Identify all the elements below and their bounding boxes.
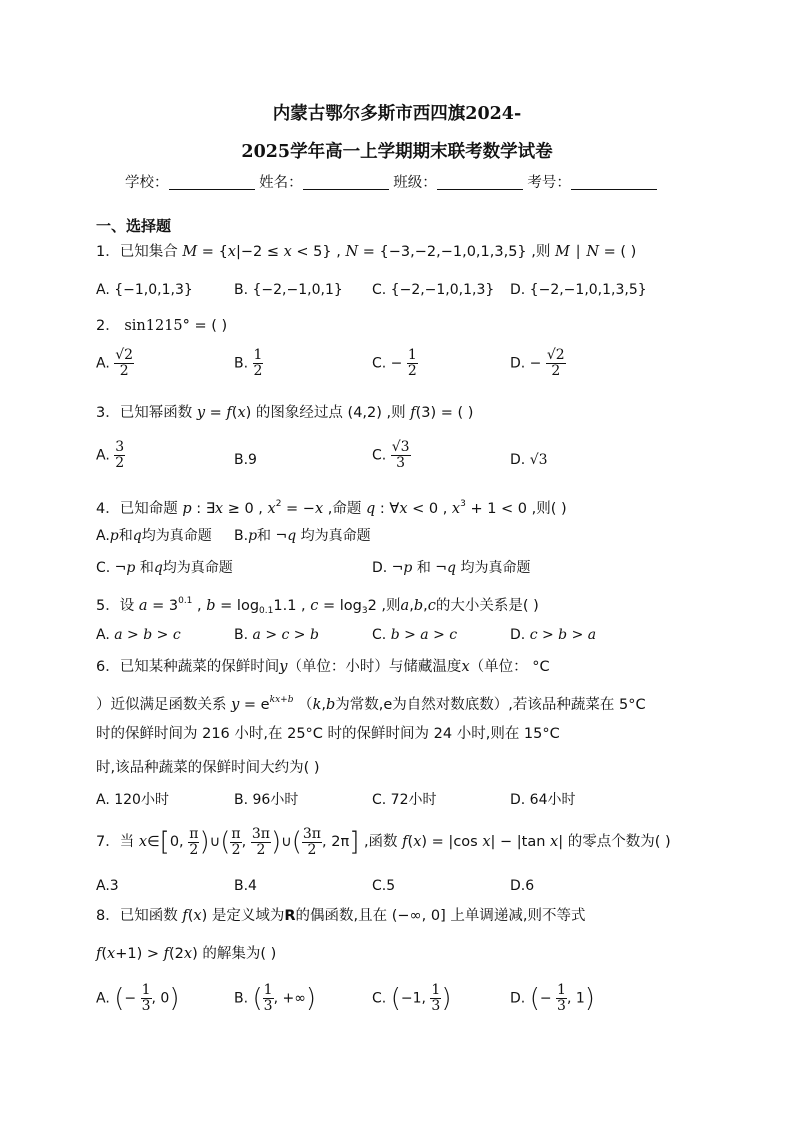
section-title: 一、选择题 [96,217,172,235]
exam-number-blank[interactable] [571,174,657,190]
question-3-option-c[interactable]: C. $\frac{√3}{3}$ [372,439,410,471]
question-6-option-c[interactable]: C. 72小时 [372,792,437,808]
question-6-option-b[interactable]: B. 96小时 [234,792,299,808]
question-4-option-d[interactable]: D. ¬p 和 ¬q 均为真命题 [372,560,531,576]
question-2-option-c[interactable]: C. − $\frac{1}{2}$ [372,347,417,379]
exam-number-label: 考号： [527,175,571,191]
question-6-stem-line-3: 时的保鲜时间为 216 小时,在 25°C 时的保鲜时间为 24 小时,则在 15°C [96,726,560,742]
question-6-option-d[interactable]: D. 64小时 [510,792,576,808]
question-1-stem: 1．已知集合 M = {x|−2 ≤ x < 5} , N = {−3,−2,−1,0,1,3,5} ,则 M ∣ N = ( ) [96,244,637,260]
question-2-option-d[interactable]: D. − $\frac{√2}{2}$ [510,347,565,379]
question-5-option-d[interactable]: D. c > b > a [510,627,597,643]
question-8-option-b[interactable]: B. ( $\frac{1}{3}$ , +∞) [234,982,317,1014]
question-7-option-b[interactable]: B.4 [234,878,257,894]
question-8-stem-line-1: 8．已知函数 f(x) 是定义域为R的偶函数,且在 (−∞, 0] 上单调递减,则不等式 [96,908,586,924]
question-8-stem-line-2: f(x+1) > f(2x) 的解集为( ) [96,946,277,962]
question-5-stem: 5．设 $a = 3^{0.1}$ , $b = \log_{0.1}1.1$ , $c = \log_32$ ,则a,b,c的大小关系是( ) [96,596,539,616]
question-7-stem: 7．当 x∈[0, $\frac{\pi}{2}$ )∪( $\frac{\pi}{2}$ , $\frac{3\pi}{2}$ )∪( $\frac{3\pi}{2}$ , 2π] ,函数 f(x) = |cos x| − |tan x| 的零点个数为( ) [96,825,671,858]
question-4-option-b[interactable]: B.p和 ¬q 均为真命题 [234,528,371,544]
question-3-option-a[interactable]: A. $\frac{3}{2}$ [96,439,125,471]
question-6-stem-line-1: 6．已知某种蔬菜的保鲜时间y（单位：小时）与储藏温度x（单位： °C [96,659,550,675]
question-4-option-c[interactable]: C. ¬p 和q均为真命题 [96,560,233,576]
question-4-option-a[interactable]: A.p和q均为真命题 [96,528,212,544]
class-label: 班级： [393,175,437,191]
question-8-option-d[interactable]: D. (− $\frac{1}{3}$ , 1) [510,982,595,1014]
question-6-stem-line-4: 时,该品种蔬菜的保鲜时间大约为( ) [96,760,320,776]
exam-title-line-2: 2025学年高一上学期期末联考数学试卷 [241,142,553,162]
question-3-stem: 3．已知幂函数 y = f(x) 的图象经过点 (4,2) ,则 f(3) = ( ) [96,405,474,421]
school-blank[interactable] [169,174,255,190]
question-1-option-c[interactable]: C. {−2,−1,0,1,3} [372,282,495,298]
question-7-option-d[interactable]: D.6 [510,878,535,894]
question-1-option-a[interactable]: A. {−1,0,1,3} [96,282,193,298]
question-8-option-a[interactable]: A. (− $\frac{1}{3}$ , 0) [96,982,180,1014]
question-6-stem-line-2: ）近似满足函数关系 $y = e^{kx+b}$ （k,b为常数,e为自然对数底数）,若该品种蔬菜在 5°C [96,695,646,713]
question-6-option-a[interactable]: A. 120小时 [96,792,169,808]
question-3-option-b[interactable]: B.9 [234,452,257,468]
question-1-option-b[interactable]: B. {−2,−1,0,1} [234,282,343,298]
info-fields-row [125,171,657,192]
question-2-stem: 2． sin1215° = ( ) [96,318,228,334]
class-blank[interactable] [437,174,523,190]
school-label: 学校： [125,175,169,191]
question-1-option-d[interactable]: D. {−2,−1,0,1,3,5} [510,282,647,298]
question-5-option-b[interactable]: B. a > c > b [234,627,319,643]
question-3-option-d[interactable]: D. √3 [510,452,548,468]
question-5-option-a[interactable]: A. a > b > c [96,627,181,643]
name-blank[interactable] [303,174,389,190]
question-7-option-c[interactable]: C.5 [372,878,396,894]
exam-title-line-1: 内蒙古鄂尔多斯市西四旗2024- [272,104,522,124]
question-4-stem: 4．已知命题 p : ∃x ≥ 0 , $x^2 = -x$ ,命题 q : ∀x < 0 , $x^3 + 1 < 0$ ,则( ) [96,499,567,517]
question-2-option-b[interactable]: B. $\frac{1}{2}$ [234,347,263,379]
name-label: 姓名： [259,175,303,191]
question-7-option-a[interactable]: A.3 [96,878,119,894]
question-5-option-c[interactable]: C. b > a > c [372,627,458,643]
question-8-option-c[interactable]: C. (−1, $\frac{1}{3}$ ) [372,982,452,1014]
question-2-option-a[interactable]: A. $\frac{√2}{2}$ [96,347,134,379]
